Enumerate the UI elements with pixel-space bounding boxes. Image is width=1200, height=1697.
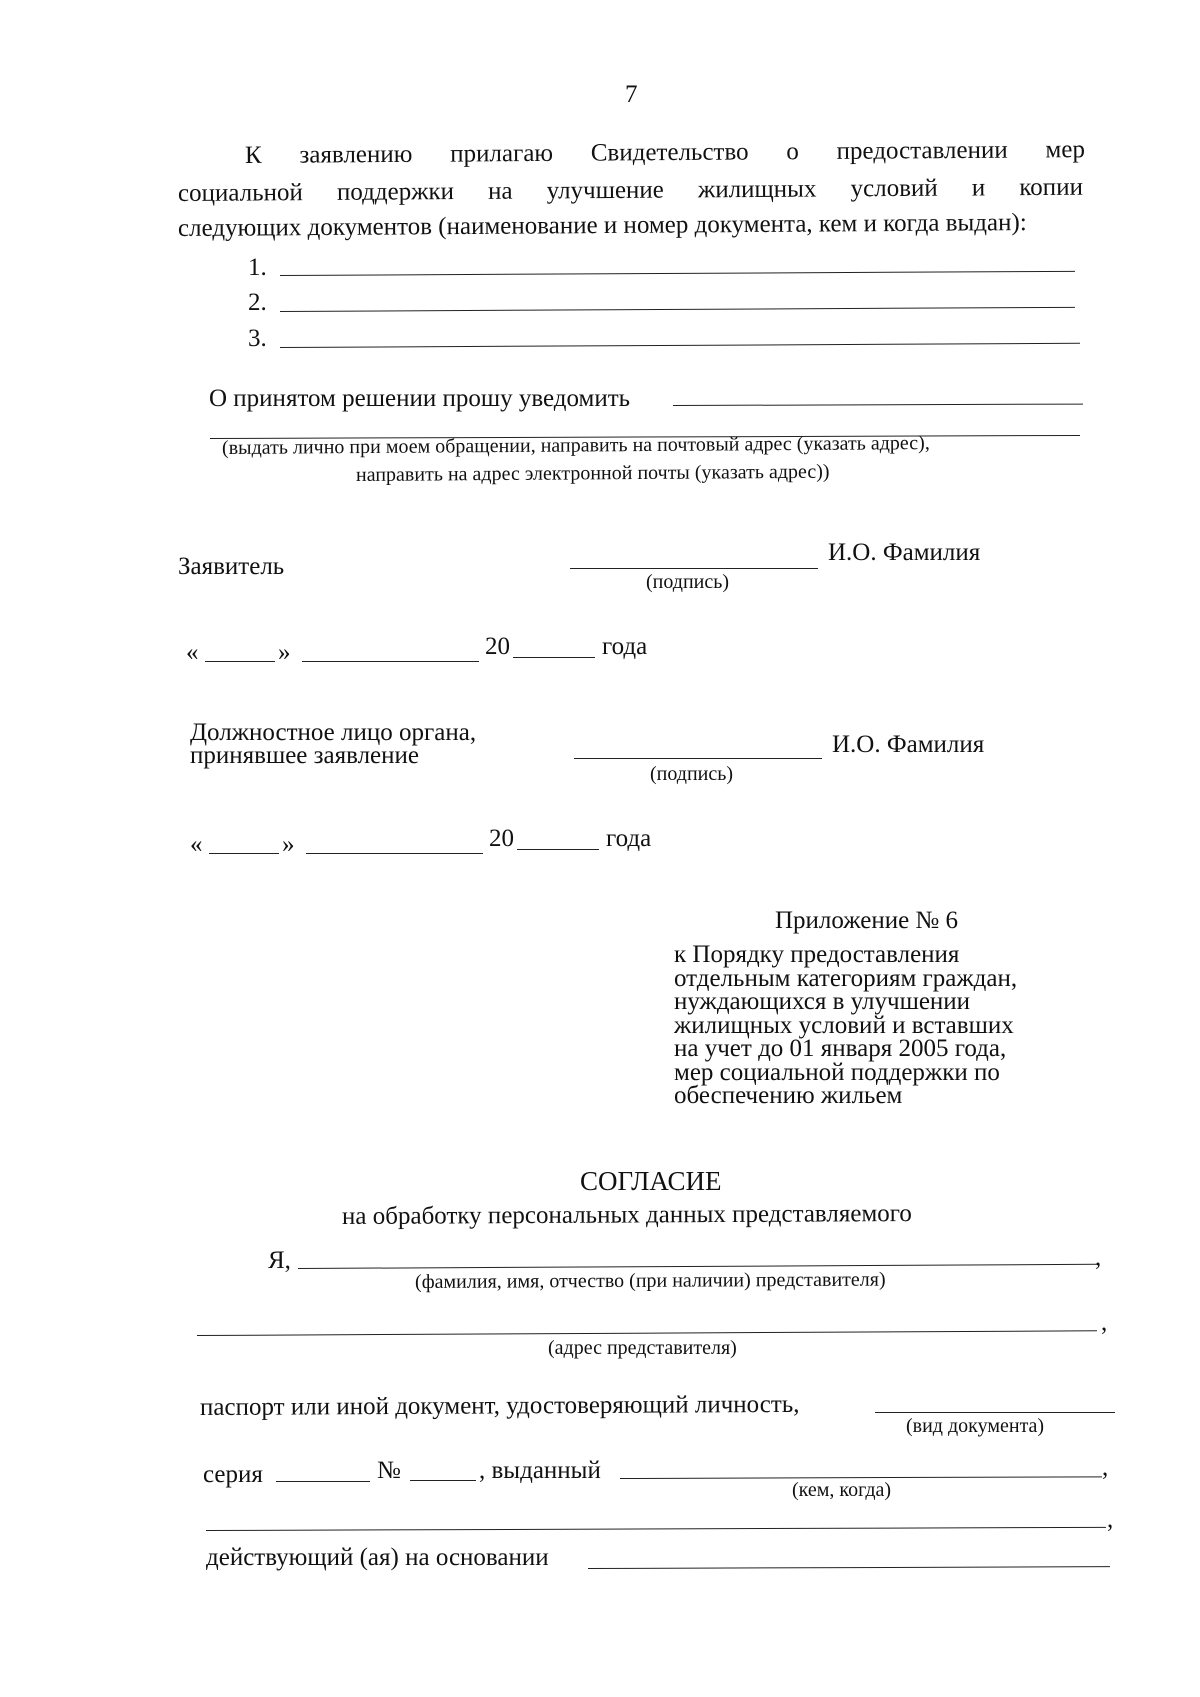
date1-month-line[interactable] [302,661,479,662]
passport-label: паспорт или иной документ, удостоверяющий личность, [199,1390,800,1421]
applicant-label: Заявитель [178,553,285,580]
official-label-1: Должностное лицо органа, [190,719,477,746]
appendix-title: Приложение № 6 [775,907,959,934]
issued-by-hint: (кем, когда) [792,1479,892,1501]
doc-item-2-line[interactable] [280,307,1075,312]
intro-word: социальной [177,179,303,207]
intro-word: К [244,141,262,169]
comma: , [1095,1244,1102,1271]
intro-word: копии [1019,173,1083,202]
date2-year-line[interactable] [517,849,599,850]
date1-year-prefix: 20 [485,633,510,660]
basis-line[interactable] [588,1566,1110,1569]
intro-word: улучшение [546,176,664,205]
applicant-signature-line[interactable] [570,568,818,569]
notify-line-1[interactable] [673,404,1083,406]
intro-word: и [971,174,986,202]
representative-name-hint: (фамилия, имя, отчество (при наличии) представителя) [414,1268,886,1293]
doc-item-1-number: 1. [248,254,267,281]
applicant-signature-hint: (подпись) [646,571,730,593]
intro-word: Свидетельство [590,138,749,167]
issued-by-line-2[interactable] [206,1527,1106,1531]
intro-line-3: следующих документов (наименование и номер документа, кем и когда выдан): [177,209,1027,242]
date1-open-quote: « [186,639,199,666]
representative-address-line[interactable] [197,1330,1097,1336]
appendix-line: обеспечению жильем [674,1082,903,1109]
notify-hint-1: (выдать лично при моем обращении, направить на почтовый адрес (указать адрес), [221,432,930,459]
comma: , [1102,1454,1109,1481]
notify-hint-2: направить на адрес электронной почты (указать адрес)) [355,460,830,486]
appendix-line: нуждающихся в улучшении [674,988,971,1015]
intro-word: предоставлении [836,136,1008,165]
date1-year-suffix: года [602,633,648,660]
appendix-text [674,943,1017,1108]
consent-ya: Я, [268,1247,291,1274]
appendix-line: на учет до 01 января 2005 года, [674,1035,1007,1062]
comma: , [1101,1309,1108,1336]
date2-open-quote: « [190,831,203,858]
appendix-line: мер социальной поддержки по [674,1058,1000,1086]
date1-day-line[interactable] [205,661,275,662]
appendix-line: к Порядку предоставления [674,941,960,968]
date2-year-prefix: 20 [489,825,514,852]
intro-word: поддержки [336,178,455,206]
appendix-line: жилищных условий и вставших [674,1011,1014,1039]
representative-address-hint: (адрес представителя) [548,1337,737,1359]
document-type-line[interactable] [875,1412,1115,1413]
issued-label: , выданный [479,1457,601,1484]
consent-title: СОГЛАСИЕ [580,1166,722,1196]
intro-word: условий [850,174,938,203]
intro-word: прилагаю [450,139,554,168]
comma: , [1107,1506,1114,1533]
official-signature-line[interactable] [574,758,822,759]
doc-item-3-number: 3. [248,325,267,352]
date2-close-quote: » [282,831,295,858]
number-label: № [377,1457,401,1484]
date2-year-suffix: года [606,825,652,852]
date1-year-line[interactable] [513,657,595,658]
consent-subtitle: на обработку персональных данных представляемого [341,1200,912,1230]
applicant-name: И.О. Фамилия [828,539,981,566]
document-type-hint: (вид документа) [906,1415,1045,1437]
series-label: серия [203,1461,263,1488]
intro-word: заявлению [299,140,413,169]
notify-label: О принятом решении прошу уведомить [209,385,631,412]
doc-item-1-line[interactable] [280,271,1075,276]
intro-word: о [786,138,799,166]
intro-word: жилищных [697,175,817,204]
doc-item-3-line[interactable] [280,343,1080,348]
intro-word: мер [1045,136,1086,164]
acting-label: действующий (ая) на основании [206,1544,549,1571]
series-line[interactable] [276,1481,370,1482]
page-number: 7 [625,81,638,108]
date1-close-quote: » [278,639,291,666]
official-label-2: принявшее заявление [190,742,420,769]
official-name: И.О. Фамилия [832,731,985,758]
intro-line-1 [245,136,1085,170]
number-line[interactable] [410,1480,476,1481]
representative-name-line[interactable] [298,1264,1098,1269]
intro-line-2 [178,174,1083,208]
date2-day-line[interactable] [209,853,279,854]
official-signature-hint: (подпись) [650,763,734,785]
appendix-line: отдельным категориям граждан, [674,964,1018,992]
doc-item-2-number: 2. [248,289,267,316]
intro-word: на [487,177,513,205]
date2-month-line[interactable] [306,853,483,854]
